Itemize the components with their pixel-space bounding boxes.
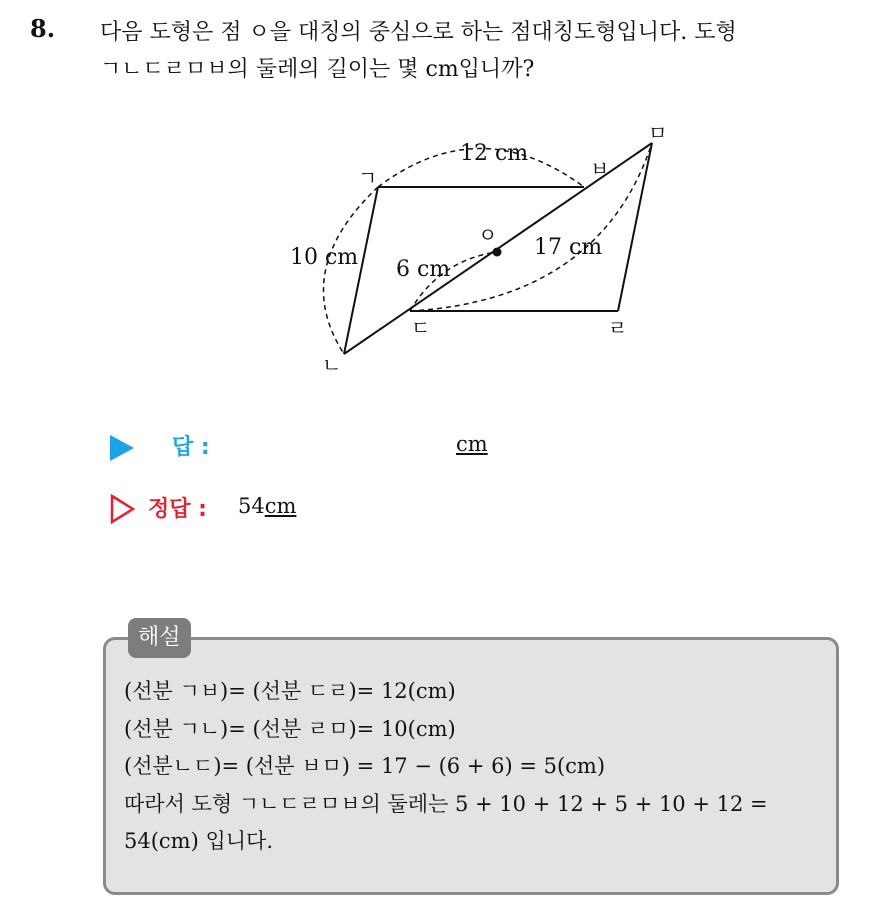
center-point bbox=[493, 248, 502, 257]
edge-r-m bbox=[618, 143, 652, 311]
outline-arrow-icon bbox=[110, 494, 136, 524]
label-r: ㄹ bbox=[608, 316, 628, 340]
answer-label: 답 : bbox=[172, 435, 210, 460]
explanation-line: (선분ㄴㄷ)= (선분 ㅂㅁ) = 17 − (6 + 6) = 5(cm) bbox=[124, 754, 606, 778]
geometry-figure bbox=[0, 0, 884, 420]
answer-row bbox=[110, 430, 530, 464]
explanation-text bbox=[124, 673, 768, 861]
label-d: ㄷ bbox=[411, 316, 431, 340]
arc-left bbox=[323, 187, 378, 354]
question-line: ㄱㄴㄷㄹㅁㅂ의 둘레의 길이는 몇 cm입니까? bbox=[100, 57, 535, 82]
measure-inner: 6 cm bbox=[396, 257, 451, 282]
explanation-line: (선분 ㄱㄴ)= (선분 ㄹㅁ)= 10(cm) bbox=[124, 716, 456, 741]
correct-number: 54 bbox=[238, 494, 265, 518]
play-arrow-icon bbox=[110, 435, 134, 461]
explanation-tab: 해설 bbox=[128, 618, 191, 658]
question-number: 8. bbox=[30, 14, 56, 43]
label-g: ㄱ bbox=[358, 166, 378, 190]
measure-diag: 17 cm bbox=[534, 235, 603, 260]
edge-g-n bbox=[344, 187, 378, 354]
answer-unit: cm bbox=[456, 432, 488, 456]
measure-left: 10 cm bbox=[290, 245, 359, 270]
correct-unit: cm bbox=[264, 494, 297, 518]
label-n: ㄴ bbox=[322, 353, 342, 377]
label-o: ㅇ bbox=[478, 223, 498, 247]
label-b: ㅂ bbox=[590, 157, 610, 181]
correct-answer-value bbox=[238, 494, 296, 518]
explanation-line: 54(cm) 입니다. bbox=[124, 829, 273, 853]
question-line: 다음 도형은 점 ㅇ을 대칭의 중심으로 하는 점대칭도형입니다. 도형 bbox=[100, 20, 737, 45]
explanation-line: (선분 ㄱㅂ)= (선분 ㄷㄹ)= 12(cm) bbox=[124, 679, 456, 703]
measure-top: 12 cm bbox=[460, 141, 529, 166]
correct-answer-row bbox=[110, 492, 530, 526]
correct-answer-label: 정답 : bbox=[148, 497, 207, 522]
explanation-line: 따라서 도형 ㄱㄴㄷㄹㅁㅂ의 둘레는 5 + 10 + 12 + 5 + 10 + 12 = bbox=[124, 791, 768, 816]
label-m: ㅁ bbox=[648, 121, 668, 145]
